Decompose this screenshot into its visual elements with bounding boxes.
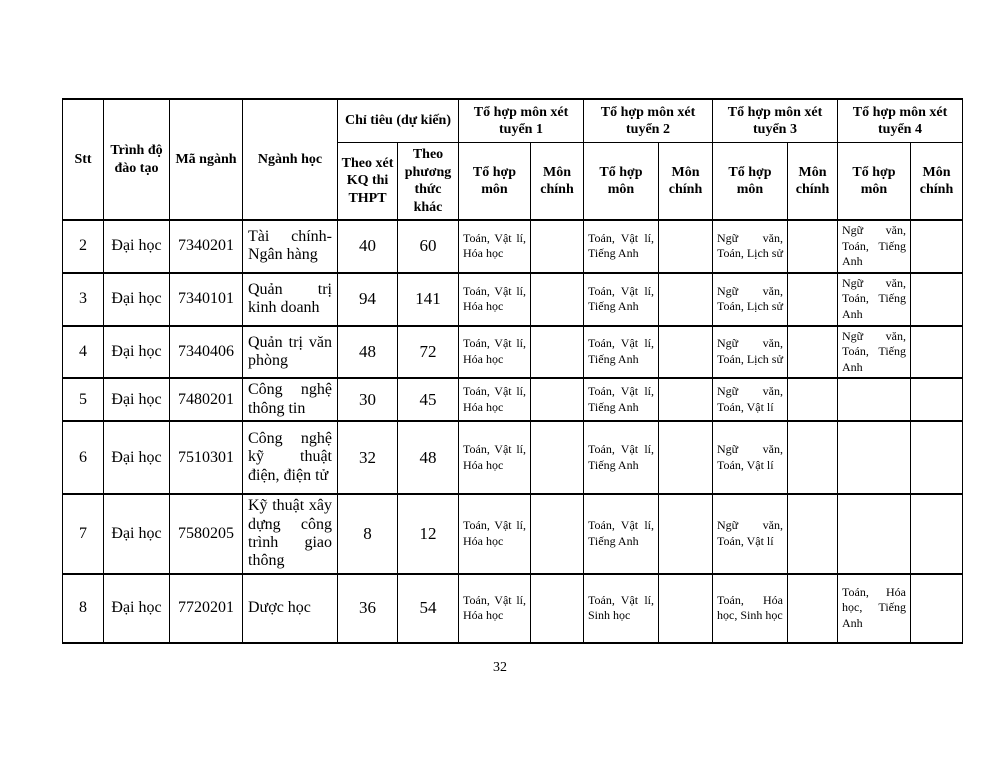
header-code: Mã ngành bbox=[170, 99, 243, 220]
table-row bbox=[63, 494, 963, 574]
cell-major-name: Công nghệ kỹ thuật điện, điện tử bbox=[243, 421, 338, 494]
cell-level: Đại học bbox=[104, 574, 170, 643]
table-row bbox=[63, 421, 963, 494]
cell-level: Đại học bbox=[104, 273, 170, 326]
cell-quota-other: 12 bbox=[398, 494, 459, 574]
cell-combo-4 bbox=[838, 494, 911, 574]
cell-major-name: Công nghệ thông tin bbox=[243, 378, 338, 421]
cell-level: Đại học bbox=[104, 326, 170, 379]
cell-combo-2: Toán, Vật lí, Tiếng Anh bbox=[584, 378, 659, 421]
cell-main-3 bbox=[788, 273, 838, 326]
cell-main-4 bbox=[911, 574, 963, 643]
admission-quota-table bbox=[62, 98, 963, 644]
cell-stt: 8 bbox=[63, 574, 104, 643]
cell-major-name: Dược học bbox=[243, 574, 338, 643]
header-quota-other: Theo phương thức khác bbox=[398, 143, 459, 221]
table-header bbox=[63, 99, 963, 220]
cell-combo-3: Ngữ văn, Toán, Lịch sử bbox=[713, 220, 788, 273]
cell-main-1 bbox=[531, 494, 584, 574]
cell-combo-4 bbox=[838, 421, 911, 494]
cell-level: Đại học bbox=[104, 421, 170, 494]
cell-main-2 bbox=[659, 421, 713, 494]
header-main-3: Môn chính bbox=[788, 143, 838, 221]
cell-combo-2: Toán, Vật lí, Tiếng Anh bbox=[584, 220, 659, 273]
cell-main-4 bbox=[911, 326, 963, 379]
table-row bbox=[63, 326, 963, 379]
cell-quota-other: 54 bbox=[398, 574, 459, 643]
header-stt: Stt bbox=[63, 99, 104, 220]
header-combo-3: Tổ hợp môn bbox=[713, 143, 788, 221]
header-level: Trình độ đào tạo bbox=[104, 99, 170, 220]
cell-combo-1: Toán, Vật lí, Hóa học bbox=[459, 220, 531, 273]
cell-combo-1: Toán, Vật lí, Hóa học bbox=[459, 273, 531, 326]
cell-combo-2: Toán, Vật lí, Tiếng Anh bbox=[584, 326, 659, 379]
cell-quota-thpt: 30 bbox=[338, 378, 398, 421]
cell-combo-1: Toán, Vật lí, Hóa học bbox=[459, 574, 531, 643]
cell-combo-2: Toán, Vật lí, Sinh học bbox=[584, 574, 659, 643]
cell-quota-thpt: 48 bbox=[338, 326, 398, 379]
cell-level: Đại học bbox=[104, 494, 170, 574]
cell-combo-3: Ngữ văn, Toán, Vật lí bbox=[713, 378, 788, 421]
header-combo-4: Tổ hợp môn bbox=[838, 143, 911, 221]
cell-major-code: 7580205 bbox=[170, 494, 243, 574]
table-row bbox=[63, 273, 963, 326]
cell-quota-thpt: 94 bbox=[338, 273, 398, 326]
header-quota-group: Chỉ tiêu (dự kiến) bbox=[338, 99, 459, 143]
header-combo-group-4: Tổ hợp môn xét tuyển 4 bbox=[838, 99, 963, 143]
cell-combo-4: Toán, Hóa học, Tiếng Anh bbox=[838, 574, 911, 643]
cell-combo-4 bbox=[838, 378, 911, 421]
cell-main-2 bbox=[659, 326, 713, 379]
table-body bbox=[63, 220, 963, 643]
cell-combo-3: Ngữ văn, Toán, Vật lí bbox=[713, 494, 788, 574]
header-combo-1: Tổ hợp môn bbox=[459, 143, 531, 221]
cell-stt: 6 bbox=[63, 421, 104, 494]
cell-combo-1: Toán, Vật lí, Hóa học bbox=[459, 326, 531, 379]
cell-combo-1: Toán, Vật lí, Hóa học bbox=[459, 421, 531, 494]
cell-main-3 bbox=[788, 326, 838, 379]
cell-quota-other: 60 bbox=[398, 220, 459, 273]
cell-quota-other: 72 bbox=[398, 326, 459, 379]
cell-main-2 bbox=[659, 220, 713, 273]
cell-main-3 bbox=[788, 378, 838, 421]
cell-main-3 bbox=[788, 494, 838, 574]
cell-quota-other: 45 bbox=[398, 378, 459, 421]
cell-stt: 4 bbox=[63, 326, 104, 379]
cell-combo-1: Toán, Vật lí, Hóa học bbox=[459, 494, 531, 574]
cell-main-3 bbox=[788, 421, 838, 494]
cell-main-2 bbox=[659, 574, 713, 643]
table-row bbox=[63, 378, 963, 421]
cell-combo-3: Toán, Hóa học, Sinh học bbox=[713, 574, 788, 643]
cell-stt: 7 bbox=[63, 494, 104, 574]
cell-main-4 bbox=[911, 220, 963, 273]
cell-quota-thpt: 32 bbox=[338, 421, 398, 494]
cell-stt: 2 bbox=[63, 220, 104, 273]
cell-main-2 bbox=[659, 378, 713, 421]
header-combo-group-3: Tổ hợp môn xét tuyển 3 bbox=[713, 99, 838, 143]
header-combo-2: Tổ hợp môn bbox=[584, 143, 659, 221]
cell-major-name: Tài chính- Ngân hàng bbox=[243, 220, 338, 273]
cell-combo-3: Ngữ văn, Toán, Lịch sử bbox=[713, 326, 788, 379]
cell-quota-thpt: 36 bbox=[338, 574, 398, 643]
cell-level: Đại học bbox=[104, 220, 170, 273]
cell-major-name: Quản trị văn phòng bbox=[243, 326, 338, 379]
cell-main-4 bbox=[911, 421, 963, 494]
cell-major-code: 7510301 bbox=[170, 421, 243, 494]
cell-combo-4: Ngữ văn, Toán, Tiếng Anh bbox=[838, 326, 911, 379]
cell-major-code: 7340201 bbox=[170, 220, 243, 273]
cell-main-1 bbox=[531, 378, 584, 421]
cell-main-2 bbox=[659, 494, 713, 574]
cell-main-4 bbox=[911, 494, 963, 574]
header-main-1: Môn chính bbox=[531, 143, 584, 221]
cell-main-3 bbox=[788, 574, 838, 643]
cell-combo-2: Toán, Vật lí, Tiếng Anh bbox=[584, 421, 659, 494]
cell-combo-1: Toán, Vật lí, Hóa học bbox=[459, 378, 531, 421]
cell-main-1 bbox=[531, 574, 584, 643]
cell-major-code: 7720201 bbox=[170, 574, 243, 643]
table-row bbox=[63, 574, 963, 643]
cell-main-3 bbox=[788, 220, 838, 273]
cell-combo-4: Ngữ văn, Toán, Tiếng Anh bbox=[838, 220, 911, 273]
cell-major-code: 7340406 bbox=[170, 326, 243, 379]
cell-combo-4: Ngữ văn, Toán, Tiếng Anh bbox=[838, 273, 911, 326]
cell-level: Đại học bbox=[104, 378, 170, 421]
header-group-row bbox=[63, 99, 963, 143]
header-main-2: Môn chính bbox=[659, 143, 713, 221]
cell-quota-thpt: 40 bbox=[338, 220, 398, 273]
header-main-4: Môn chính bbox=[911, 143, 963, 221]
cell-major-code: 7340101 bbox=[170, 273, 243, 326]
cell-quota-other: 141 bbox=[398, 273, 459, 326]
cell-major-code: 7480201 bbox=[170, 378, 243, 421]
cell-main-4 bbox=[911, 378, 963, 421]
cell-main-4 bbox=[911, 273, 963, 326]
header-quota-thpt: Theo xét KQ thi THPT bbox=[338, 143, 398, 221]
cell-main-1 bbox=[531, 273, 584, 326]
header-combo-group-2: Tổ hợp môn xét tuyển 2 bbox=[584, 99, 713, 143]
cell-stt: 5 bbox=[63, 378, 104, 421]
cell-major-name: Quản trị kinh doanh bbox=[243, 273, 338, 326]
cell-combo-2: Toán, Vật lí, Tiếng Anh bbox=[584, 273, 659, 326]
header-combo-group-1: Tổ hợp môn xét tuyển 1 bbox=[459, 99, 584, 143]
page-number: 32 bbox=[493, 660, 507, 675]
cell-major-name: Kỹ thuật xây dựng công trình giao thông bbox=[243, 494, 338, 574]
cell-main-1 bbox=[531, 220, 584, 273]
cell-quota-thpt: 8 bbox=[338, 494, 398, 574]
cell-main-1 bbox=[531, 421, 584, 494]
table-row bbox=[63, 220, 963, 273]
header-major: Ngành học bbox=[243, 99, 338, 220]
cell-combo-3: Ngữ văn, Toán, Lịch sử bbox=[713, 273, 788, 326]
cell-main-2 bbox=[659, 273, 713, 326]
cell-combo-3: Ngữ văn, Toán, Vật lí bbox=[713, 421, 788, 494]
cell-main-1 bbox=[531, 326, 584, 379]
cell-quota-other: 48 bbox=[398, 421, 459, 494]
cell-combo-2: Toán, Vật lí, Tiếng Anh bbox=[584, 494, 659, 574]
cell-stt: 3 bbox=[63, 273, 104, 326]
